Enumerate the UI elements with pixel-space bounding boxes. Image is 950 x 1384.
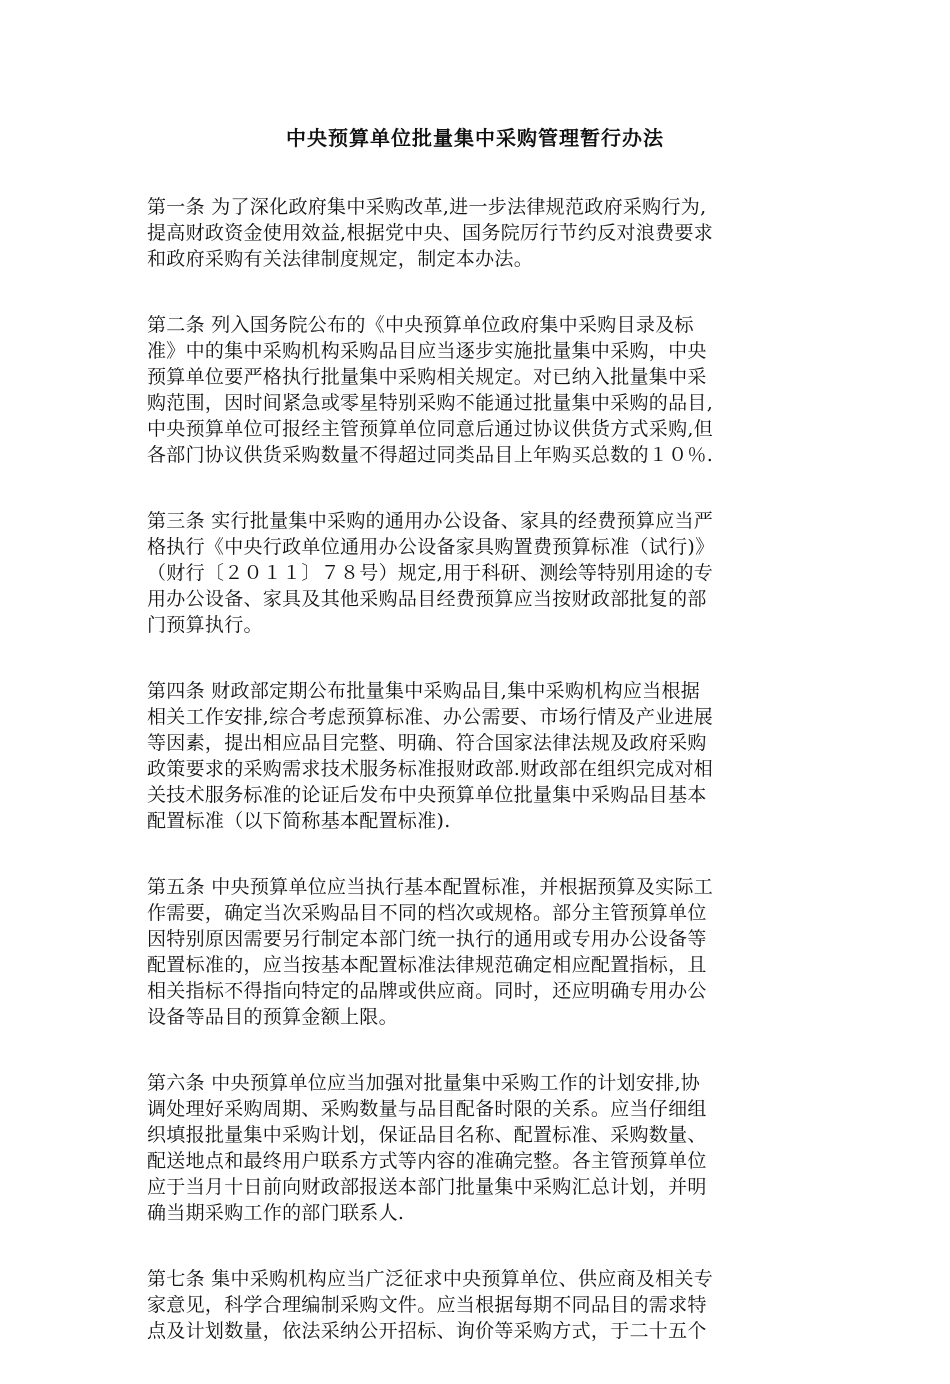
article-line: 家意见，科学合理编制采购文件。应当根据每期不同品目的需求特 <box>147 1294 707 1316</box>
article-line: 中央预算单位可报经主管预算单位同意后通过协议供货方式采购,但 <box>147 418 714 440</box>
article-line: 作需要，确定当次采购品目不同的档次或规格。部分主管预算单位 <box>147 902 707 924</box>
article-line: 政策要求的采购需求技术服务标准报财政部.财政部在组织完成对相 <box>147 758 714 780</box>
article-line: 购范围，因时间紧急或零星特别采购不能通过批量集中采购的品目, <box>147 392 714 414</box>
article-line: 配置标准（以下简称基本配置标准). <box>147 810 451 832</box>
article-line: 点及计划数量，依法采纳公开招标、询价等采购方式，于二十五个 <box>147 1320 707 1342</box>
document-body <box>147 194 809 1384</box>
article-line: 格执行《中央行政单位通用办公设备家具购置费预算标准（试行)》 <box>147 536 715 558</box>
article-line: 确当期采购工作的部门联系人. <box>147 1202 405 1224</box>
article-6 <box>147 1070 809 1226</box>
article-line: 第四条 财政部定期公布批量集中采购品目,集中采购机构应当根据 <box>147 680 701 702</box>
article-1 <box>147 194 809 272</box>
article-line: 和政府采购有关法律制度规定，制定本办法。 <box>147 248 534 270</box>
article-2 <box>147 312 809 468</box>
document-title: 中央预算单位批量集中采购管理暂行办法 <box>286 126 664 150</box>
article-line: 各部门协议供货采购数量不得超过同类品目上年购买总数的１０％. <box>147 444 714 466</box>
article-line: 用办公设备、家具及其他采购品目经费预算应当按财政部批复的部 <box>147 588 707 610</box>
article-line: 相关指标不得指向特定的品牌或供应商。同时，还应明确专用办公 <box>147 980 707 1002</box>
article-line: 配置标准的，应当按基本配置标准法律规范确定相应配置指标，且 <box>147 954 707 976</box>
article-line: 第六条 中央预算单位应当加强对批量集中采购工作的计划安排,协 <box>147 1072 701 1094</box>
article-line: 预算单位要严格执行批量集中采购相关规定。对已纳入批量集中采 <box>147 366 707 388</box>
article-line: 相关工作安排,综合考虑预算标准、办公需要、市场行情及产业进展 <box>147 706 714 728</box>
article-line: 第一条 为了深化政府集中采购改革,进一步法律规范政府采购行为, <box>147 196 707 218</box>
article-5 <box>147 874 809 1030</box>
article-line: 第二条 列入国务院公布的《中央预算单位政府集中采购目录及标 <box>147 314 694 336</box>
article-4 <box>147 678 809 834</box>
article-line: 第三条 实行批量集中采购的通用办公设备、家具的经费预算应当严 <box>147 510 714 532</box>
article-3 <box>147 508 809 638</box>
article-line: 提高财政资金使用效益,根据党中央、国务院厉行节约反对浪费要求 <box>147 222 714 244</box>
article-line: 调处理好采购周期、采购数量与品目配备时限的关系。应当仔细组 <box>147 1098 707 1120</box>
article-line: 门预算执行。 <box>147 614 263 636</box>
article-line: 关技术服务标准的论证后发布中央预算单位批量集中采购品目基本 <box>147 784 707 806</box>
article-line: 配送地点和最终用户联系方式等内容的准确完整。各主管预算单位 <box>147 1150 707 1172</box>
article-line: 第五条 中央预算单位应当执行基本配置标准，并根据预算及实际工 <box>147 876 714 898</box>
article-7 <box>147 1266 809 1344</box>
article-line: 准》中的集中采购机构采购品目应当逐步实施批量集中采购，中央 <box>147 340 707 362</box>
article-line: 设备等品目的预算金额上限。 <box>147 1006 398 1028</box>
article-line: 织填报批量集中采购计划，保证品目名称、配置标准、采购数量、 <box>147 1124 707 1146</box>
article-line: 因特别原因需要另行制定本部门统一执行的通用或专用办公设备等 <box>147 928 707 950</box>
article-line: 第七条 集中采购机构应当广泛征求中央预算单位、供应商及相关专 <box>147 1268 714 1290</box>
article-line: 等因素，提出相应品目完整、明确、符合国家法律法规及政府采购 <box>147 732 707 754</box>
article-line: （财行〔２０１１〕７８号）规定,用于科研、测绘等特别用途的专 <box>147 562 714 584</box>
article-line: 应于当月十日前向财政部报送本部门批量集中采购汇总计划，并明 <box>147 1176 707 1198</box>
